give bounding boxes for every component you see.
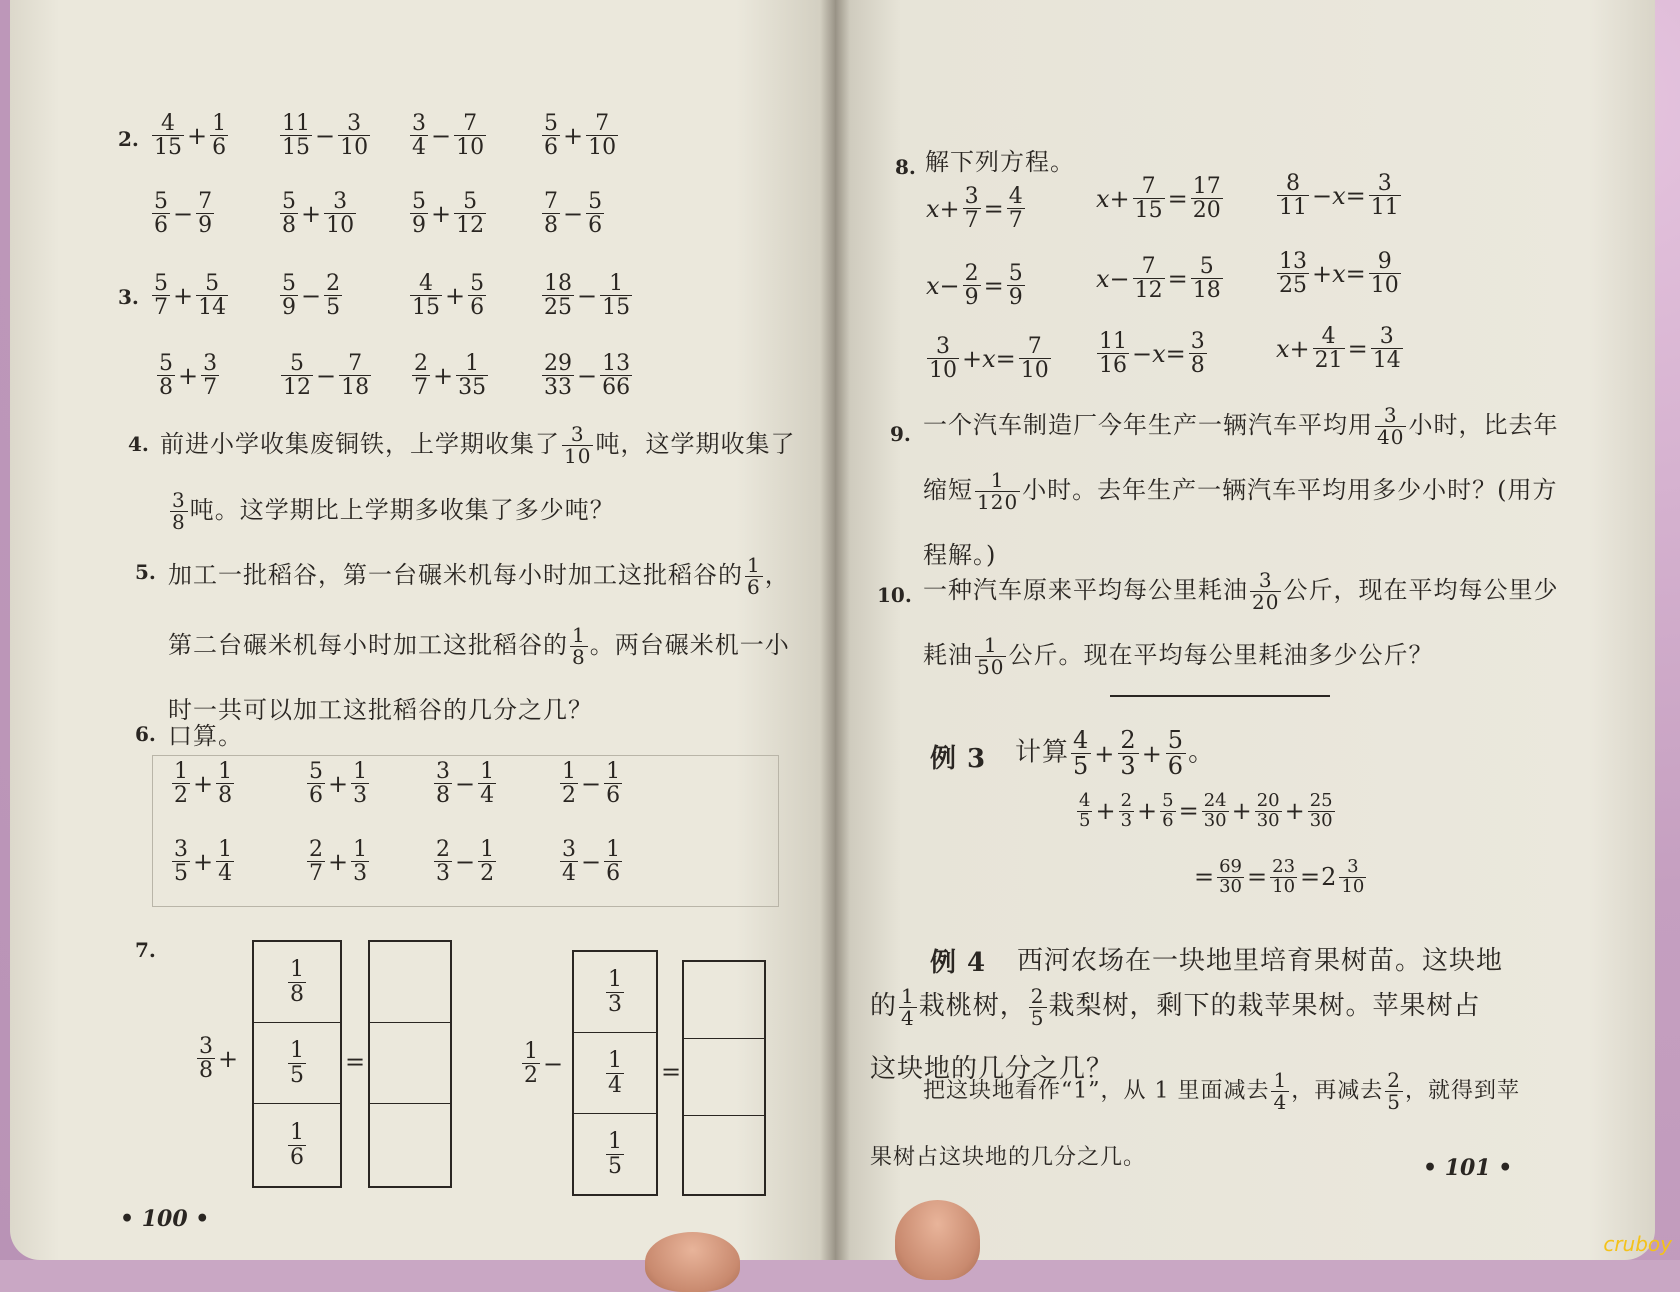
example-3-statement: 计算 $\frac{4}{5}$ + $\frac{2}{3}$ + $\frac{5}{6}$ 。 (1015, 726, 1216, 781)
problem-4-line-1: 前进小学收集废铜铁，上学期收集了 $\frac{3}{10}$ 吨，这学期收集了 (160, 422, 796, 468)
page-number: • 100 • (120, 1206, 210, 1232)
problem-4-line-2: $\frac{3}{8}$ 吨。这学期比上学期多收集了多少吨？ (172, 488, 615, 534)
problem-10-line-2: 耗油 $\frac{1}{50}$ 公斤。现在平均每公里耗油多少公斤？ (923, 633, 1434, 679)
example-4-label: 例 4 (930, 948, 987, 978)
example-3-work-line-2: = $\frac{69}{30}$ = $\frac{23}{10}$ = 2 $\frac{3}{10}$ (1193, 858, 1368, 897)
page-number: • 101 • (1423, 1155, 1513, 1181)
problem-number: 2. (118, 127, 139, 151)
problem-number: 10. (877, 583, 912, 607)
expression: $\frac{4}{15}$ + $\frac{1}{6}$ (154, 111, 227, 161)
problem-9-line-2: 缩短 $\frac{1}{120}$ 小时。去年生产一辆汽车平均用多少小时？(用方 (923, 468, 1558, 514)
problem-7-left-operand: $\frac{3}{8}$ + (199, 1034, 239, 1084)
right-page: 8. 解下列方程。 x+ $\frac{3}{7}$ = $\frac{4}{7}$ x+ $\frac{7}{15}$ = $\frac{17}{20}$ $\frac{8}{11}$ −x= $\frac{3}{11}$ x− $\frac{2}{9}$ = $\frac{5}{9}$ x− $\frac{7}{12}$ = $\frac{5}{18}$ $\frac{13}{25}$ +x= $\frac{9}{10}$ $\frac{3}{10}$ +x= $\frac{7}{10}$ $\frac{11}{16}$ −x= $\frac{3}{8}$ x+ $\frac{4}{21}$ = $\frac{3}{14}$ 9. 一个汽车制造厂今年生产一辆汽车平均用 $\frac{3}{40}$ 小时，比去年 缩短 $\frac{1}{120}$ 小时。去年生产一辆汽车平均用多少小时？(用方 程解。) 10. 一种汽车原来平均每公里耗油 $\frac{3}{20}$ 公斤，现在平均每公里少 耗油 $\frac{1}{50}$ 公斤。现在平均每公里耗油多少公斤？ 例 3 计算 $\frac{4}{5}$ + $\frac{2}{3}$ + $\frac{5}{6}$ 。 $\frac{4}{5}$ + $\frac{2}{3}$ + $\frac{5}{6}$ = $\frac{24}{30}$ + $\frac{20}{30}$ + $\frac{25}{30}$ = $\frac{69}{30}$ = $\frac{23}{10}$ = 2 $\frac{3}{10}$ 例 4 西河农场在一块地里培育果树苗。这块地 的 $\frac{1}{4}$ 栽桃树， $\frac{2}{5}$ 栽梨树，剩下的栽苹果树。苹果树占 这块地的几分之几？ 把这块地看作“1”，从 1 里面减去 $\frac{1}{4}$ ，再减去 $\frac{2}{5}$ ，就得到苹 果树占这块地的几分之几。 • 101 • (835, 0, 1655, 1260)
finger-left (645, 1232, 740, 1292)
fraction-box-column: $\frac{1}{3}$ $\frac{1}{4}$ $\frac{1}{5}$ (572, 950, 658, 1196)
book-spine-shadow (820, 0, 850, 1260)
answer-box-column (368, 940, 452, 1188)
problem-7-right-operand: $\frac{1}{2}$ − (524, 1039, 564, 1089)
example-4-solution-line-2: 果树占这块地的几分之几。 (870, 1145, 1147, 1170)
fraction: $\frac{4}{15}$ (154, 111, 182, 161)
example-4-line-3: 这块地的几分之几？ (870, 1054, 1114, 1084)
problem-5-line-2: 第二台碾米机每小时加工这批稻谷的 $\frac{1}{8}$ 。两台碾米机一小 (168, 623, 790, 669)
problem-9-line-3: 程解。) (923, 541, 997, 569)
problem-number: 3. (118, 285, 139, 309)
left-page: 2. $\frac{4}{15}$ + $\frac{1}{6}$ $\frac{11}{15}$ − $\frac{3}{10}$ $\frac{3}{4}$ − $\frac{7}{10}$ $\frac{5}{6}$ + $\frac{7}{10}$ $\frac{5}{6}$ − $\frac{7}{9}$ $\frac{5}{8}$ + $\frac{3}{10}$ $\frac{5}{9}$ + $\frac{5}{12}$ $\frac{7}{8}$ − $\frac{5}{6}$ 3. $\frac{5}{7}$ + $\frac{5}{14}$ $\frac{5}{9}$ − $\frac{2}{5}$ $\frac{4}{15}$ + $\frac{5}{6}$ $\frac{18}{25}$ − $\frac{1}{15}$ $\frac{5}{8}$ + $\frac{3}{7}$ $\frac{5}{12}$ − $\frac{7}{18}$ $\frac{2}{7}$ + $\frac{1}{35}$ $\frac{29}{33}$ − $\frac{13}{66}$ 4. 前进小学收集废铜铁，上学期收集了 $\frac{3}{10}$ 吨，这学期收集了 $\frac{3}{8}$ 吨。这学期比上学期多收集了多少吨？ 5. 加工一批稻谷，第一台碾米机每小时加工这批稻谷的 $\frac{1}{6}$ ， 第二台碾米机每小时加工这批稻谷的 $\frac{1}{8}$ 。两台碾米机一小 时一共可以加工这批稻谷的几分之几？ 6. 口算。 $\frac{1}{2}$ + $\frac{1}{8}$ $\frac{5}{6}$ + $\frac{1}{3}$ $\frac{3}{8}$ − $\frac{1}{4}$ $\frac{1}{2}$ − $\frac{1}{6}$ $\frac{3}{5}$ + $\frac{1}{4}$ $\frac{2}{7}$ + $\frac{1}{3}$ $\frac{2}{3}$ − $\frac{1}{2}$ $\frac{3}{4}$ − $\frac{1}{6}$ 7. $\frac{3}{8}$ + $\frac{1}{8}$ $\frac{1}{5}$ $\frac{1}{6}$ = $\frac{1}{2}$ − $\frac{1}{3}$ $\frac{1}{4}$ $\frac{1}{5}$ = • 100 • (10, 0, 835, 1260)
fraction-box-column: $\frac{1}{8}$ $\frac{1}{5}$ $\frac{1}{6}$ (252, 940, 342, 1188)
problem-8-title: 解下列方程。 (925, 148, 1075, 176)
expression: $\frac{11}{15}$ − $\frac{3}{10}$ (282, 111, 369, 161)
example-4-line-1: 西河农场在一块地里培育果树苗。这块地 (1017, 946, 1504, 976)
problem-number: 4. (128, 432, 149, 456)
problem-number: 7. (135, 938, 156, 962)
problem-number: 5. (135, 560, 156, 584)
problem-10-line-1: 一种汽车原来平均每公里耗油 $\frac{3}{20}$ 公斤，现在平均每公里少 (923, 568, 1559, 614)
answer-box-column (682, 960, 766, 1196)
finger-right (895, 1200, 980, 1280)
mixed-number: 2 $\frac{3}{10}$ (1321, 856, 1365, 897)
problem-6-title: 口算。 (168, 722, 243, 750)
equals-sign: = (661, 1058, 682, 1086)
example-4-line-2: 的 $\frac{1}{4}$ 栽桃树， $\frac{2}{5}$ 栽梨树，剩下的栽苹果树。苹果树占 (870, 983, 1481, 1030)
watermark: cruboy (1603, 1232, 1672, 1256)
equals-sign: = (345, 1048, 366, 1076)
problem-9-line-1: 一个汽车制造厂今年生产一辆汽车平均用 $\frac{3}{40}$ 小时，比去年 (923, 403, 1559, 449)
expression: $\frac{3}{4}$ − $\frac{7}{10}$ (412, 111, 485, 161)
example-3-label: 例 3 (930, 744, 987, 774)
problem-5-line-3: 时一共可以加工这批稻谷的几分之几？ (168, 696, 593, 724)
problem-number: 8. (895, 155, 916, 179)
section-divider (1110, 695, 1330, 697)
example-4-solution-line-1: 把这块地看作“1”，从 1 里面减去 $\frac{1}{4}$ ，再减去 $\frac{2}{5}$ ，就得到苹 (923, 1068, 1520, 1114)
expression: $\frac{5}{6}$ + $\frac{7}{10}$ (544, 111, 617, 161)
problem-number: 9. (890, 422, 911, 446)
example-3-work-line-1: $\frac{4}{5}$ + $\frac{2}{3}$ + $\frac{5}{6}$ = $\frac{24}{30}$ + $\frac{20}{30}$ + $\frac{25}{30}$ (1079, 790, 1333, 831)
problem-5-line-1: 加工一批稻谷，第一台碾米机每小时加工这批稻谷的 $\frac{1}{6}$ ， (168, 553, 790, 599)
problem-number: 6. (135, 722, 156, 746)
